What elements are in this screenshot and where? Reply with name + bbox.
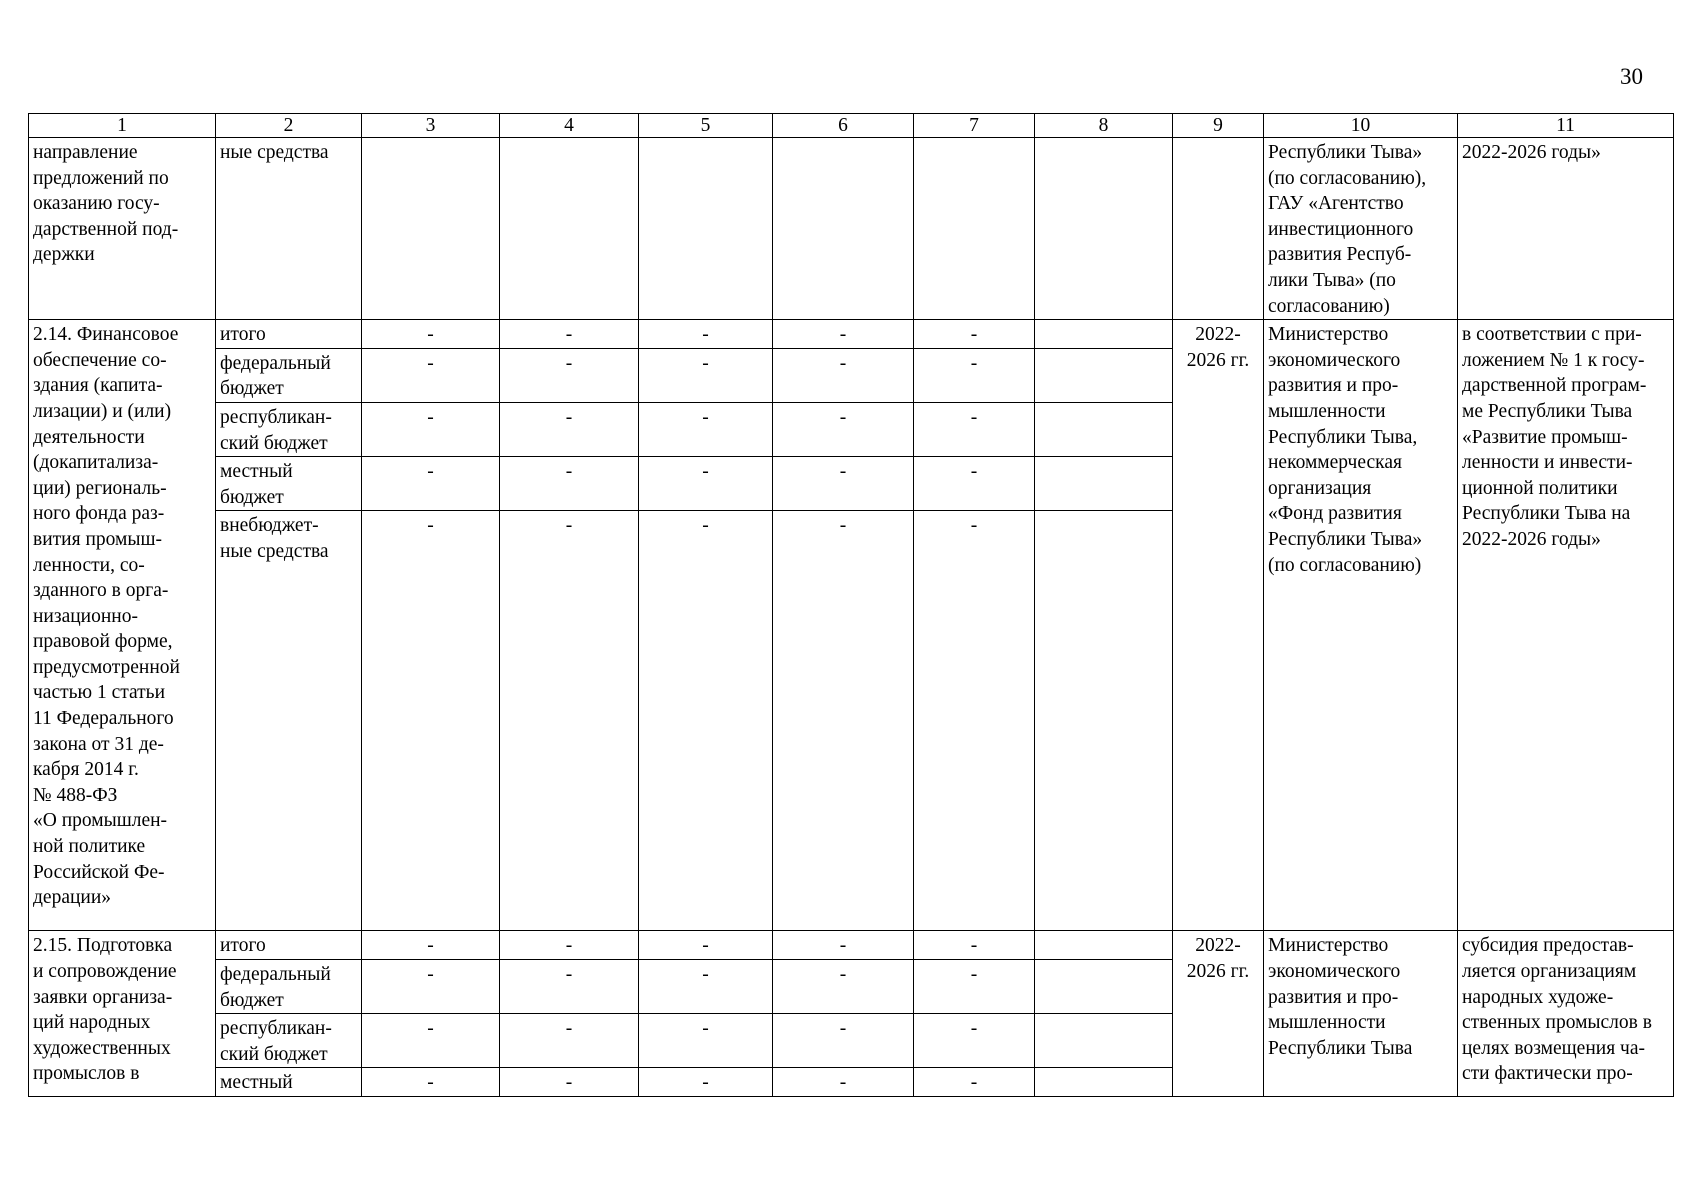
column-number-header: 4 — [500, 114, 639, 138]
column-number-header: 6 — [773, 114, 914, 138]
result-cell: 2022-2026 годы» — [1458, 138, 1674, 320]
funding-source-cell: федеральный бюджет — [216, 348, 362, 402]
value-cell: - — [500, 1014, 639, 1068]
page-number: 30 — [1620, 64, 1643, 89]
value-cell: - — [773, 931, 914, 960]
value-cell: - — [639, 348, 773, 402]
value-cell: - — [500, 511, 639, 931]
column-number-header: 8 — [1035, 114, 1173, 138]
funding-source-cell: федеральный бюджет — [216, 959, 362, 1013]
period-cell: 2022- 2026 гг. — [1173, 320, 1264, 931]
value-cell — [1035, 511, 1173, 931]
column-number-header: 7 — [914, 114, 1035, 138]
funding-source-cell: республикан- ский бюджет — [216, 1014, 362, 1068]
value-cell: - — [362, 511, 500, 931]
measure-name-cell: 2.14. Финансовое обеспечение со- здания (капита- лизации) и (или) деятельности (докапитализа- ции) региональ- ного фонда раз- вития промыш- ленности, со- зданного в орга- низационно- правовой форме, предусмотренной частью 1 статьи 11 Федерального закона от 31 де- кабря 2014 г. № 488-ФЗ «О промышлен- ной политике Российской Фе- дерации» — [29, 320, 216, 931]
column-number-header: 9 — [1173, 114, 1264, 138]
executor-cell: Республики Тыва» (по согласованию), ГАУ «Агентство инвестиционного развития Респуб- лики Тыва» (по согласованию) — [1264, 138, 1458, 320]
value-cell: - — [639, 1014, 773, 1068]
measure-name-cell: направление предложений по оказанию госу- дарственной под- держки — [29, 138, 216, 320]
value-cell: - — [914, 959, 1035, 1013]
value-cell: - — [914, 931, 1035, 960]
value-cell: - — [773, 1068, 914, 1097]
value-cell: - — [639, 457, 773, 511]
column-number-header: 10 — [1264, 114, 1458, 138]
period-cell: 2022- 2026 гг. — [1173, 931, 1264, 1097]
value-cell — [500, 138, 639, 320]
measure-2-14-row — [29, 320, 1674, 349]
value-cell: - — [362, 402, 500, 456]
value-cell: - — [773, 511, 914, 931]
value-cell: - — [500, 457, 639, 511]
value-cell: - — [914, 348, 1035, 402]
column-number-header: 11 — [1458, 114, 1674, 138]
value-cell — [1035, 1068, 1173, 1097]
value-cell: - — [362, 320, 500, 349]
period-cell — [1173, 138, 1264, 320]
value-cell: - — [639, 931, 773, 960]
value-cell: - — [500, 348, 639, 402]
result-cell: субсидия предостав- ляется организациям народных художе- ственных промыслов в целях возмещения ча- сти фактически про- — [1458, 931, 1674, 1097]
value-cell — [1035, 1014, 1173, 1068]
column-number-header: 2 — [216, 114, 362, 138]
value-cell: - — [639, 1068, 773, 1097]
value-cell: - — [773, 320, 914, 349]
column-number-header: 3 — [362, 114, 500, 138]
value-cell: - — [773, 348, 914, 402]
value-cell: - — [500, 320, 639, 349]
value-cell — [1035, 402, 1173, 456]
value-cell: - — [639, 402, 773, 456]
value-cell: - — [914, 320, 1035, 349]
value-cell — [1035, 320, 1173, 349]
value-cell: - — [362, 457, 500, 511]
value-cell — [1035, 931, 1173, 960]
column-number-header: 1 — [29, 114, 216, 138]
value-cell — [1035, 348, 1173, 402]
value-cell: - — [362, 959, 500, 1013]
value-cell: - — [362, 348, 500, 402]
value-cell: - — [773, 457, 914, 511]
result-cell: в соответствии с при- ложением № 1 к госу- дарственной програм- ме Республики Тыва «Развитие промыш- ленности и инвести- ционной политики Республики Тыва на 2022-2026 годы» — [1458, 320, 1674, 931]
value-cell: - — [914, 457, 1035, 511]
value-cell: - — [773, 1014, 914, 1068]
measure-2-15-row — [29, 931, 1674, 960]
executor-cell: Министерство экономического развития и про- мышленности Республики Тыва, некоммерческая организация «Фонд развития Республики Тыва» (по согласованию) — [1264, 320, 1458, 931]
value-cell: - — [914, 511, 1035, 931]
value-cell: - — [639, 511, 773, 931]
value-cell: - — [500, 959, 639, 1013]
column-number-row — [29, 114, 1674, 138]
continuation-row — [29, 138, 1674, 320]
value-cell: - — [914, 1068, 1035, 1097]
funding-source-cell: внебюджет- ные средства — [216, 511, 362, 931]
value-cell: - — [773, 959, 914, 1013]
value-cell: - — [914, 1014, 1035, 1068]
value-cell — [914, 138, 1035, 320]
measure-name-cell: 2.15. Подготовка и сопровождение заявки организа- ций народных художественных промыслов в — [29, 931, 216, 1097]
funding-source-cell: местный бюджет — [216, 457, 362, 511]
value-cell — [639, 138, 773, 320]
value-cell: - — [500, 1068, 639, 1097]
value-cell: - — [362, 931, 500, 960]
value-cell: - — [773, 402, 914, 456]
value-cell — [1035, 457, 1173, 511]
value-cell — [1035, 138, 1173, 320]
value-cell: - — [500, 402, 639, 456]
value-cell — [362, 138, 500, 320]
value-cell: - — [362, 1068, 500, 1097]
funding-source-cell: республикан- ский бюджет — [216, 402, 362, 456]
value-cell: - — [639, 320, 773, 349]
value-cell — [1035, 959, 1173, 1013]
value-cell: - — [914, 402, 1035, 456]
executor-cell: Министерство экономического развития и про- мышленности Республики Тыва — [1264, 931, 1458, 1097]
value-cell: - — [639, 959, 773, 1013]
funding-source-cell: местный — [216, 1068, 362, 1097]
funding-source-cell: ные средства — [216, 138, 362, 320]
funding-source-cell: итого — [216, 320, 362, 349]
value-cell: - — [362, 1014, 500, 1068]
value-cell: - — [500, 931, 639, 960]
column-number-header: 5 — [639, 114, 773, 138]
program-measures-table — [28, 113, 1674, 1097]
funding-source-cell: итого — [216, 931, 362, 960]
value-cell — [773, 138, 914, 320]
